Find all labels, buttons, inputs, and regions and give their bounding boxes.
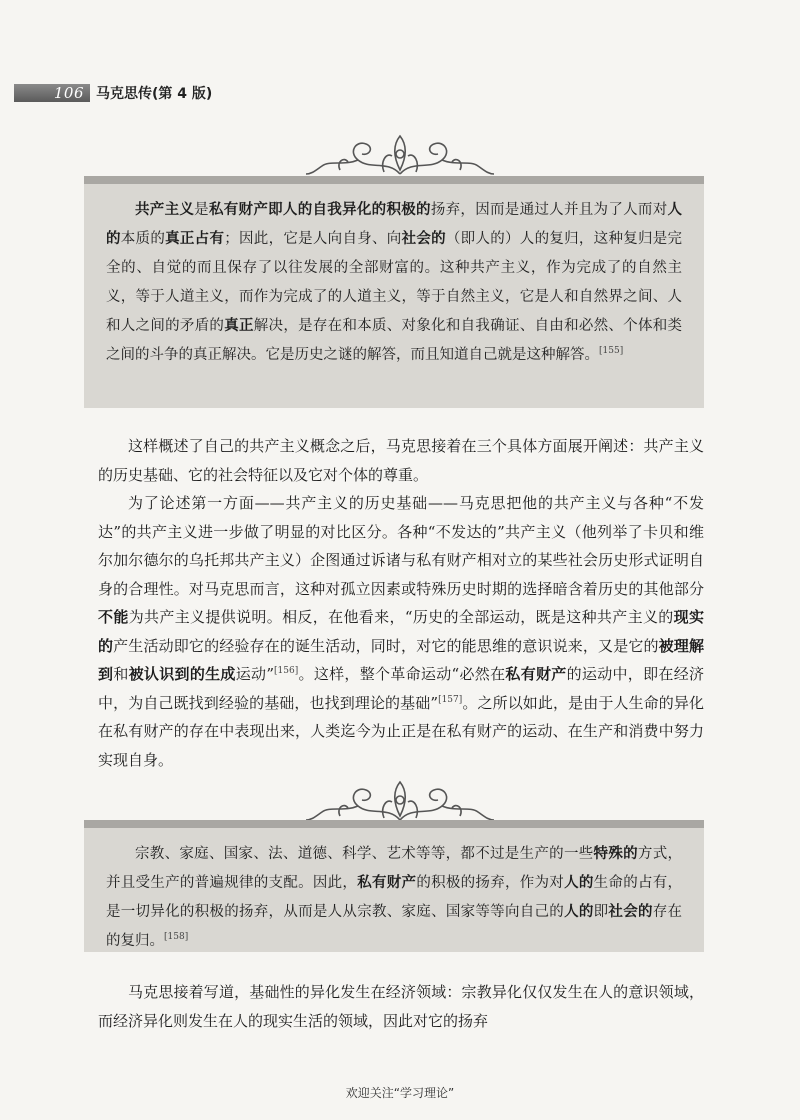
- page-footer: 欢迎关注“学习理论”: [345, 1086, 455, 1100]
- p2-emph-comprehended: 被理解到: [98, 636, 704, 683]
- footnote-ref-157: [157]: [438, 694, 463, 705]
- p2-emph-actual: 现实的: [98, 608, 704, 655]
- p2-text: 。之所以如此，是由于人生命的异化在私有财产的存在中表现出来，人类迄今为止正是在私有财产的运动、在生产和消费中努力实现自身。: [98, 693, 704, 769]
- body-paragraph-1: 这样概述了自己的共产主义概念之后，马克思接着在三个具体方面展开阐述：共产主义的历史基础、它的社会特征以及它对个体的尊重。: [98, 437, 704, 484]
- q1-emph-appropriation: 真正占有: [165, 231, 225, 247]
- running-header: [14, 80, 212, 106]
- body-paragraph-2: [98, 489, 704, 774]
- flourish-ornament-icon: [300, 130, 500, 178]
- q2-text: 存在的复归。: [106, 904, 683, 949]
- q2-emph-private-property: 私有财产: [357, 875, 417, 891]
- q1-text: （即人的）人的复归，这种复归是完全的、自觉的而且保存了以往发展的全部财富的。这种共产主义，作为完成了的自然主义，等于人道主义，而作为完成了的人道主义，等于自然主义，它是人和自然界之间、人和人之间的矛盾的: [106, 231, 683, 334]
- q1-text: 本质的: [120, 231, 166, 247]
- body-text-1: [98, 432, 704, 774]
- body-text-2: [98, 978, 704, 1035]
- p2-text: 产生活动即它的经验存在的诞生活动，同时，对它的能思维的意识说来，又是它的: [113, 636, 659, 655]
- q1-text: 是: [194, 202, 209, 218]
- book-title: 马克思传(第 4 版): [96, 86, 213, 102]
- q2-emph-human: 人的: [564, 904, 594, 920]
- quote-block-1: [84, 176, 704, 408]
- q1-emph-genuine: 真正: [224, 318, 254, 334]
- footnote-ref-156: [156]: [274, 666, 299, 676]
- p2-emph-becoming: 被认识到的生成: [128, 665, 236, 683]
- q2-text: 宗教、家庭、国家、法、道德、科学、艺术等等，都不过是生产的一些: [135, 846, 594, 862]
- q2-text: 的积极的扬弃，作为对: [416, 875, 565, 891]
- p2-text: 。这样，整个革命运动“必然在: [298, 665, 506, 683]
- q1-emph-communism: 共产主义: [135, 202, 195, 218]
- q1-emph-social: 社会的: [401, 231, 446, 247]
- q1-emph-human: 人的: [106, 202, 683, 247]
- p2-emph-private-property: 私有财产: [505, 665, 567, 683]
- q2-emph-human: 人的: [564, 875, 594, 891]
- page-number-bar: [14, 84, 90, 102]
- quote-1-paragraph: [106, 196, 682, 370]
- page-number: 106: [53, 84, 84, 102]
- q1-text: ；因此，它是人向自身、向: [224, 231, 402, 247]
- footnote-ref-158: [158]: [164, 932, 189, 942]
- q2-text: 即: [593, 904, 609, 920]
- q1-emph-private-property: 私有财产即人的自我异化的积极的: [208, 202, 431, 218]
- p2-text: 为了论述第一方面——共产主义的历史基础——马克思把他的共产主义与各种“不发达”的共产主义进一步做了明显的对比区分。各种“不发达的”共产主义（他列举了卡贝和维尔加尔德尔的乌托邦共产主义）企图通过诉诸与私有财产相对立的某些社会历史形式证明自身的合理性。对马克思而言，这种对孤立因素或特殊历史时期的选择暗含着历史的其他部分: [98, 494, 704, 598]
- q1-text: 解决，是存在和本质、对象化和自我确证、自由和必然、个体和类之间的斗争的真正解决。它是历史之谜的解答，而且知道自己就是这种解答。: [106, 318, 683, 363]
- q2-emph-social: 社会的: [608, 904, 653, 920]
- q2-text: 方式，并且受生产的普遍规律的支配。因此，: [106, 846, 683, 891]
- quote-block-2: [84, 820, 704, 952]
- p2-text: 的运动中，即在经济中，为自己既找到经验的基础，也找到理论的基础”: [98, 665, 704, 712]
- p2-text: 和: [113, 665, 129, 683]
- p2-text: 为共产主义提供说明。相反，在他看来，“历史的全部运动，既是这种共产主义的: [128, 608, 674, 626]
- p2-text: 运动”: [235, 665, 275, 683]
- footnote-ref-155: [155]: [599, 346, 624, 356]
- p2-emph-cannot: 不能: [98, 608, 129, 626]
- q2-emph-particular: 特殊的: [593, 846, 638, 862]
- body-paragraph-3: 马克思接着写道，基础性的异化发生在经济领域：宗教异化仅仅发生在人的意识领域，而经济异化则发生在人的现实生活的领域，因此对它的扬弃: [98, 983, 704, 1030]
- q2-text: 生命的占有，是一切异化的积极的扬弃，从而是人从宗教、家庭、国家等等向自己的: [106, 875, 683, 920]
- quote-2-paragraph: [106, 840, 682, 956]
- q1-text: 扬弃，因而是通过人并且为了人而对: [430, 202, 668, 218]
- flourish-ornament-icon: [300, 776, 500, 824]
